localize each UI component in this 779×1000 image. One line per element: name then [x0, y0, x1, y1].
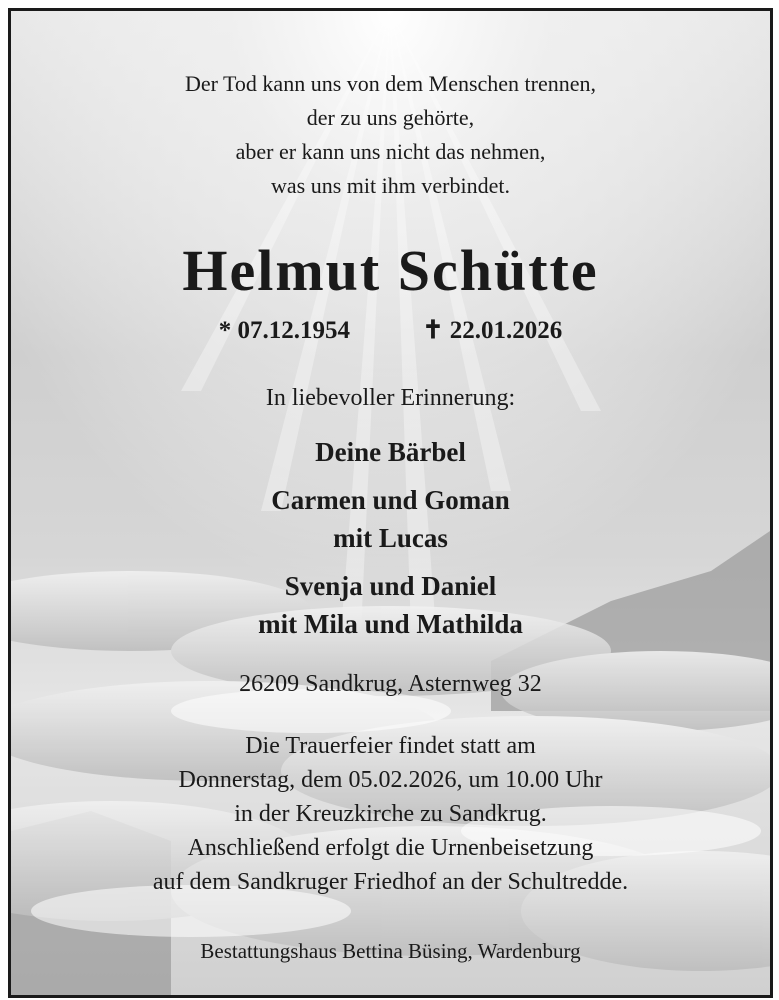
memorial-intro: In liebevoller Erinnerung: [265, 385, 516, 411]
birth-date: * 07.12.1954 [218, 317, 351, 344]
life-dates [11, 315, 770, 345]
family-line-3: mit Lucas [333, 523, 448, 553]
poem-line-2: der zu uns gehörte, [306, 105, 475, 130]
service-line-4: Anschließend erfolgt die Urnenbeisetzung [187, 835, 594, 861]
poem-line-3: aber er kann uns nicht das nehmen, [235, 139, 546, 164]
service-line-3: in der Kreuzkirche zu Sandkrug. [234, 801, 547, 827]
service-line-1: Die Trauerfeier findet statt am [245, 733, 536, 759]
family-line-4: Svenja und Daniel [284, 571, 497, 601]
service-line-5: auf dem Sandkruger Friedhof an der Schultredde. [152, 869, 629, 895]
poem-line-4: was uns mit ihm verbindet. [271, 173, 510, 198]
family-line-2: Carmen und Goman [271, 485, 510, 515]
family-line-5: mit Mila und Mathilda [258, 609, 523, 639]
poem-line-1: Der Tod kann uns von dem Menschen trennen, [184, 71, 597, 96]
funeral-home: Bestattungshaus Bettina Büsing, Wardenburg [200, 939, 581, 963]
address: 26209 Sandkrug, Asternweg 32 [239, 671, 542, 697]
deceased-name: Helmut Schütte [182, 238, 599, 303]
death-date: ✝ 22.01.2026 [422, 317, 563, 344]
family-line-1: Deine Bärbel [315, 437, 466, 467]
service-line-2: Donnerstag, dem 05.02.2026, um 10.00 Uhr [178, 767, 603, 793]
obituary-notice [8, 8, 773, 998]
